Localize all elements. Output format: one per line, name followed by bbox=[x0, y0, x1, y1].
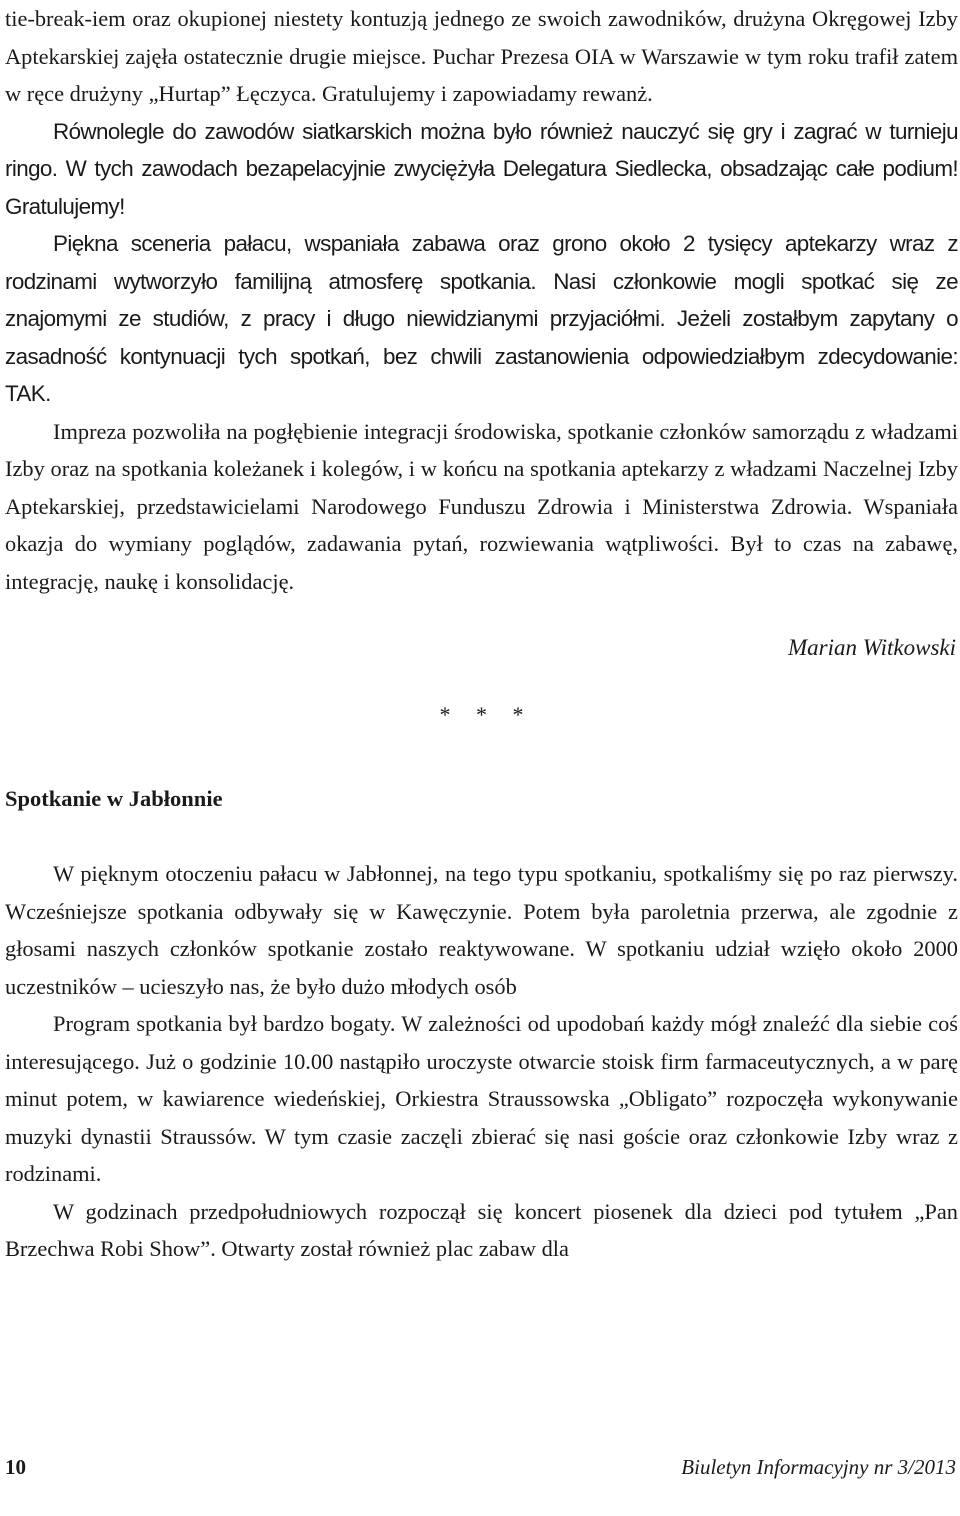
article-paragraph-integration: Impreza pozwoliła na pogłębienie integracji środowiska, spotkanie członków samorządu z władzami Izby oraz na spotkania koleżanek i kolegów, i w końcu na spotkania aptekarzy z władzami Naczelnej Izby Aptekarskiej, przedstawicielami Narodowego Funduszu Zdrowia i Ministerstwa Zdrowia. Wspaniała okazja do wymiany poglądów, zadawania pytań, rozwiewania wątpliwości. Był to czas na zabawę, integrację, naukę i konsolidację. bbox=[5, 418, 958, 594]
section-body bbox=[5, 855, 958, 1268]
section-paragraph-program: Program spotkania był bardzo bogaty. W zależności od upodobań każdy mógł znaleźć dla siebie coś interesującego. Już o godzinie 10.00 nastąpiło uroczyste otwarcie stoisk firm farmaceutycznych, a w parę minut potem, w kawiarence wiedeńskiej, Orkiestra Straussowska „Obligato” rozpoczęła wykonywanie muzyki dynastii Straussów. W tym czasie zaczęli zbierać się nasi goście oraz członkowie Izby wraz z rodzinami. bbox=[5, 1011, 958, 1186]
author-signature: Marian Witkowski bbox=[787, 635, 956, 660]
article-paragraph-ringo: Równolegle do zawodów siatkarskich można było również nauczyć się gry i zagrać w turnieju ringo. W tych zawodach bezapelacyjnie zwyciężyła Delegatura Siedlecka, obsadzając całe podium! Gratulujemy! bbox=[5, 118, 958, 219]
publication-title: Biuletyn Informacyjny nr 3/2013 bbox=[681, 1455, 956, 1479]
page-footer bbox=[5, 1452, 956, 1482]
section-paragraph-intro: W pięknym otoczeniu pałacu w Jabłonnej, na tego typu spotkaniu, spotkaliśmy się po raz pierwszy. Wcześniejsze spotkania odbywały się w Kawęczynie. Potem była paroletnia przerwa, ale zgodnie z głosami naszych członków spotkanie zostało reaktywowane. W spotkaniu udział wzięło około 2000 uczestników – ucieszyło nas, że było dużo młodych osób bbox=[5, 861, 958, 999]
section-paragraph-concert: W godzinach przedpołudniowych rozpoczął się koncert piosenek dla dzieci pod tytułem „Pan Brzechwa Robi Show”. Otwarty został również plac zabaw dla bbox=[5, 1198, 958, 1261]
section-separator: * * * bbox=[439, 702, 534, 727]
article-page bbox=[5, 0, 958, 1268]
article-paragraph-atmosphere: Piękna sceneria pałacu, wspaniała zabawa oraz grono około 2 tysięcy aptekarzy wraz z rodzinami wytworzyło familijną atmosferę spotkania. Nasi członkowie mogli spotkać się ze znajomymi ze studiów, z pracy i długo niewidzianymi przyjaciółmi. Jeżeli zostałbym zapytany o zasadność kontynuacji tych spotkań, bez chwili zastanowienia odpowiedziałbym zdecydowanie: TAK. bbox=[5, 231, 958, 406]
page-number: 10 bbox=[5, 1455, 26, 1479]
article-paragraph-continuation: tie-break-iem oraz okupionej niestety kontuzją jednego ze swoich zawodników, drużyna Okręgowej Izby Aptekarskiej zajęła ostatecznie drugie miejsce. Puchar Prezesa OIA w Warszawie w tym roku trafił zatem w ręce drużyny „Hurtap” Łęczyca. Gratulujemy i zapowiadamy rewanż. bbox=[5, 6, 958, 106]
section-title: Spotkanie w Jabłonnie bbox=[5, 786, 223, 811]
